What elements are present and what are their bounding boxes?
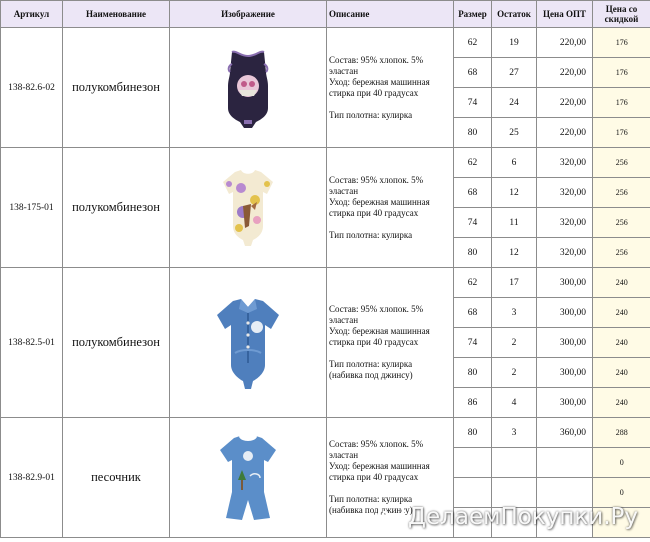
desc-composition: Состав: 95% хлопок. 5% эластан (329, 439, 424, 460)
image-cell (170, 28, 327, 148)
header-size: Размер (454, 1, 492, 28)
description-cell (327, 268, 454, 418)
price-cell (537, 478, 593, 508)
size-cell: 74 (454, 88, 492, 118)
price-cell: 320,00 (537, 178, 593, 208)
header-image: Изображение (170, 1, 327, 28)
size-cell (454, 448, 492, 478)
image-cell (170, 418, 327, 538)
price-cell: 320,00 (537, 208, 593, 238)
price-cell: 300,00 (537, 358, 593, 388)
stock-cell: 6 (492, 148, 537, 178)
table-row (1, 418, 650, 448)
price-cell: 220,00 (537, 28, 593, 58)
size-cell: 80 (454, 238, 492, 268)
description-cell (327, 28, 454, 148)
name-cell: песочник (63, 418, 170, 538)
article-cell: 138-82.5-01 (1, 268, 63, 418)
discount-cell: 176 (593, 118, 650, 148)
desc-care: Уход: бережная машинная стирка при 40 градусах (329, 461, 430, 482)
price-cell: 300,00 (537, 328, 593, 358)
name-cell: полукомбинезон (63, 28, 170, 148)
desc-fabric: Тип полотна: кулирка (329, 359, 413, 369)
discount-cell: 240 (593, 268, 650, 298)
stock-cell: 2 (492, 358, 537, 388)
discount-cell: 240 (593, 358, 650, 388)
price-cell: 300,00 (537, 268, 593, 298)
floral-short-sleeve-bodysuit-icon (215, 166, 281, 250)
article-cell: 138-175-01 (1, 148, 63, 268)
table-row (1, 148, 650, 178)
desc-composition: Состав: 95% хлопок. 5% эластан (329, 304, 424, 325)
desc-care: Уход: бережная машинная стирка при 40 градусах (329, 76, 430, 98)
size-cell: 68 (454, 58, 492, 88)
size-cell: 62 (454, 28, 492, 58)
desc-extra: (набивка под джинсу) (329, 370, 413, 380)
stock-cell (492, 448, 537, 478)
stock-cell (492, 478, 537, 508)
desc-fabric: Тип полотна: кулирка (329, 494, 413, 504)
desc-composition: Состав: 95% хлопок. 5% эластан (329, 54, 424, 76)
stock-cell: 25 (492, 118, 537, 148)
desc-fabric: Тип полотна: кулирка (329, 109, 413, 120)
discount-cell: 240 (593, 328, 650, 358)
discount-cell: 240 (593, 298, 650, 328)
table-row (1, 28, 650, 58)
header-article: Артикул (1, 1, 63, 28)
header-description: Описание (327, 1, 454, 28)
discount-cell: 176 (593, 28, 650, 58)
size-cell: 62 (454, 148, 492, 178)
discount-cell: 240 (593, 388, 650, 418)
desc-composition: Состав: 95% хлопок. 5% эластан (329, 174, 424, 196)
stock-cell: 12 (492, 178, 537, 208)
stock-cell: 12 (492, 238, 537, 268)
size-cell: 80 (454, 118, 492, 148)
discount-cell: 288 (593, 418, 650, 448)
price-cell: 220,00 (537, 118, 593, 148)
stock-cell: 3 (492, 298, 537, 328)
price-cell: 220,00 (537, 58, 593, 88)
discount-cell: 176 (593, 88, 650, 118)
price-cell: 360,00 (537, 418, 593, 448)
size-cell: 80 (454, 358, 492, 388)
price-cell: 220,00 (537, 88, 593, 118)
header-name: Наименование (63, 1, 170, 28)
size-cell: 62 (454, 268, 492, 298)
watermark-text: ДелаемПокупки.Ру (408, 504, 638, 530)
desc-care: Уход: бережная машинная стирка при 40 градусах (329, 326, 430, 347)
desc-fabric: Тип полотна: кулирка (329, 229, 413, 240)
denim-collared-bodysuit-icon (211, 293, 285, 393)
discount-cell: 0 (593, 448, 650, 478)
denim-romper-icon (212, 430, 284, 526)
size-cell (454, 478, 492, 508)
discount-cell: 256 (593, 178, 650, 208)
discount-cell: 176 (593, 58, 650, 88)
stock-cell: 24 (492, 88, 537, 118)
size-cell: 86 (454, 388, 492, 418)
size-cell: 80 (454, 418, 492, 448)
dark-sleeveless-bodysuit-icon (218, 46, 278, 130)
stock-cell: 3 (492, 418, 537, 448)
cart-icon (378, 504, 404, 530)
price-cell: 300,00 (537, 298, 593, 328)
article-cell: 138-82.6-02 (1, 28, 63, 148)
stock-cell: 4 (492, 388, 537, 418)
price-cell: 320,00 (537, 238, 593, 268)
discount-cell: 0 (593, 478, 650, 508)
header-stock: Остаток (492, 1, 537, 28)
watermark (378, 504, 638, 530)
size-cell: 68 (454, 178, 492, 208)
price-cell: 320,00 (537, 148, 593, 178)
table-row (1, 268, 650, 298)
header-discount: Цена со скидкой (593, 1, 650, 28)
name-cell: полукомбинезон (63, 268, 170, 418)
header-row (1, 1, 650, 28)
stock-cell: 11 (492, 208, 537, 238)
stock-cell: 19 (492, 28, 537, 58)
price-cell: 300,00 (537, 388, 593, 418)
image-cell (170, 268, 327, 418)
description-cell (327, 148, 454, 268)
size-cell: 68 (454, 298, 492, 328)
image-cell (170, 148, 327, 268)
stock-cell: 2 (492, 328, 537, 358)
discount-cell: 256 (593, 238, 650, 268)
stock-cell: 17 (492, 268, 537, 298)
article-cell: 138-82.9-01 (1, 418, 63, 538)
size-cell: 74 (454, 208, 492, 238)
desc-extra: (набивка под джинсу) (329, 505, 413, 515)
size-cell: 74 (454, 328, 492, 358)
desc-care: Уход: бережная машинная стирка при 40 градусах (329, 196, 430, 218)
stock-cell: 27 (492, 58, 537, 88)
header-price: Цена ОПТ (537, 1, 593, 28)
name-cell: полукомбинезон (63, 148, 170, 268)
price-cell (537, 448, 593, 478)
discount-cell: 256 (593, 148, 650, 178)
discount-cell: 256 (593, 208, 650, 238)
